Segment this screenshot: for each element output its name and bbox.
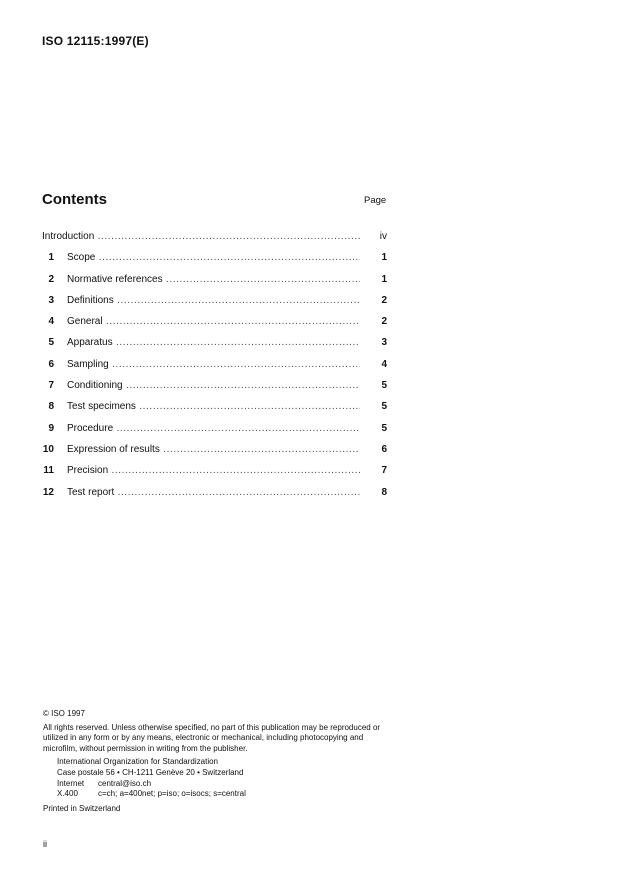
toc-entry-precision[interactable] <box>42 460 392 481</box>
toc-entry-page: 2 <box>381 316 387 328</box>
toc-entry-page: 2 <box>381 294 387 306</box>
toc-entry-number: 6 <box>48 358 54 370</box>
toc-entry-page: 4 <box>381 358 387 370</box>
toc-entry-page: 5 <box>381 422 387 434</box>
toc-entry-label: Test report ..... <box>67 482 360 503</box>
toc-entry-label: Test specimens ..... <box>67 396 360 417</box>
x400-address: c=ch; a=400net; p=iso; o=isocs; s=central <box>98 789 246 799</box>
toc-entry-test-specimens[interactable] <box>42 396 392 417</box>
org-name: International Organization for Standardization <box>57 757 218 767</box>
org-postal-address: Case postale 56 • CH-1211 Genève 20 • Switzerland <box>57 767 244 777</box>
toc-entry-number: 11 <box>43 465 54 477</box>
toc-entry-page: iv <box>379 231 387 242</box>
toc-entry-definitions[interactable] <box>42 290 392 311</box>
copyright-notice: © ISO 1997 <box>43 709 85 718</box>
toc-entry-number: 9 <box>48 422 54 434</box>
page-column-heading: Page <box>364 195 387 206</box>
toc-entry-label: Precision ..... <box>67 460 360 481</box>
toc-entry-number: 5 <box>48 337 54 349</box>
toc-entry-label: Definitions ..... <box>67 290 360 311</box>
internet-label: Internet <box>57 778 85 788</box>
toc-entry-label: Procedure ..... <box>67 418 360 439</box>
x400-contact <box>57 789 393 800</box>
toc-entry-label: Apparatus ..... <box>67 332 360 353</box>
toc-entry-page: 1 <box>381 273 387 285</box>
toc-entry-label: Expression of results ..... <box>67 439 360 460</box>
toc-entry-label: Sampling ..... <box>67 354 360 375</box>
toc-entry-page: 5 <box>381 401 387 413</box>
toc-entry-conditioning[interactable] <box>42 375 392 396</box>
toc-entry-number: 1 <box>48 252 54 264</box>
toc-entry-number: 3 <box>48 294 54 306</box>
toc-entry-apparatus[interactable] <box>42 332 392 353</box>
toc-entry-number: 4 <box>48 316 54 328</box>
toc-entry-number: 10 <box>42 443 54 455</box>
toc-entry-number: 2 <box>48 273 54 285</box>
rights-statement: All rights reserved. Unless otherwise specified, no part of this publication may be reproduced or utilized in any form or by any means, electronic or mechanical, including photocopying and microfilm, without permission in writing from the publisher. <box>43 722 381 753</box>
x400-label: X.400 <box>57 789 78 799</box>
toc-entry-page: 8 <box>381 486 387 498</box>
toc-entry-page: 1 <box>381 252 387 264</box>
toc-entry-sampling[interactable] <box>42 354 392 375</box>
toc-entry-scope[interactable] <box>42 247 392 268</box>
toc-entry-page: 3 <box>381 337 387 349</box>
toc-entry-introduction[interactable] <box>42 226 392 247</box>
toc-entry-number: 7 <box>48 380 54 392</box>
toc-entry-expression-of-results[interactable] <box>42 439 392 460</box>
internet-address[interactable]: central@iso.ch <box>98 778 152 788</box>
toc-entry-label: Scope ..... <box>67 247 360 268</box>
toc-entry-label: Introduction ..... <box>42 226 360 247</box>
toc-entry-number: 12 <box>42 486 54 498</box>
toc-entry-page: 5 <box>381 380 387 392</box>
table-of-contents <box>42 226 392 503</box>
publisher-address <box>57 757 393 799</box>
toc-entry-label: Conditioning ..... <box>67 375 360 396</box>
contents-title: Contents <box>42 191 107 208</box>
toc-entry-label: Normative references ..... <box>67 269 360 290</box>
copyright-block <box>43 709 393 814</box>
toc-entry-normative-references[interactable] <box>42 269 392 290</box>
toc-entry-test-report[interactable] <box>42 482 392 503</box>
toc-entry-procedure[interactable] <box>42 418 392 439</box>
toc-entry-page: 6 <box>381 443 387 455</box>
toc-entry-label: General ..... <box>67 311 360 332</box>
document-id: ISO 12115:1997(E) <box>42 34 149 48</box>
toc-entry-number: 8 <box>48 401 54 413</box>
page-number: ii <box>43 839 47 849</box>
internet-contact <box>57 779 393 790</box>
printed-in: Printed in Switzerland <box>43 803 121 813</box>
toc-entry-page: 7 <box>381 465 387 477</box>
toc-entry-general[interactable] <box>42 311 392 332</box>
